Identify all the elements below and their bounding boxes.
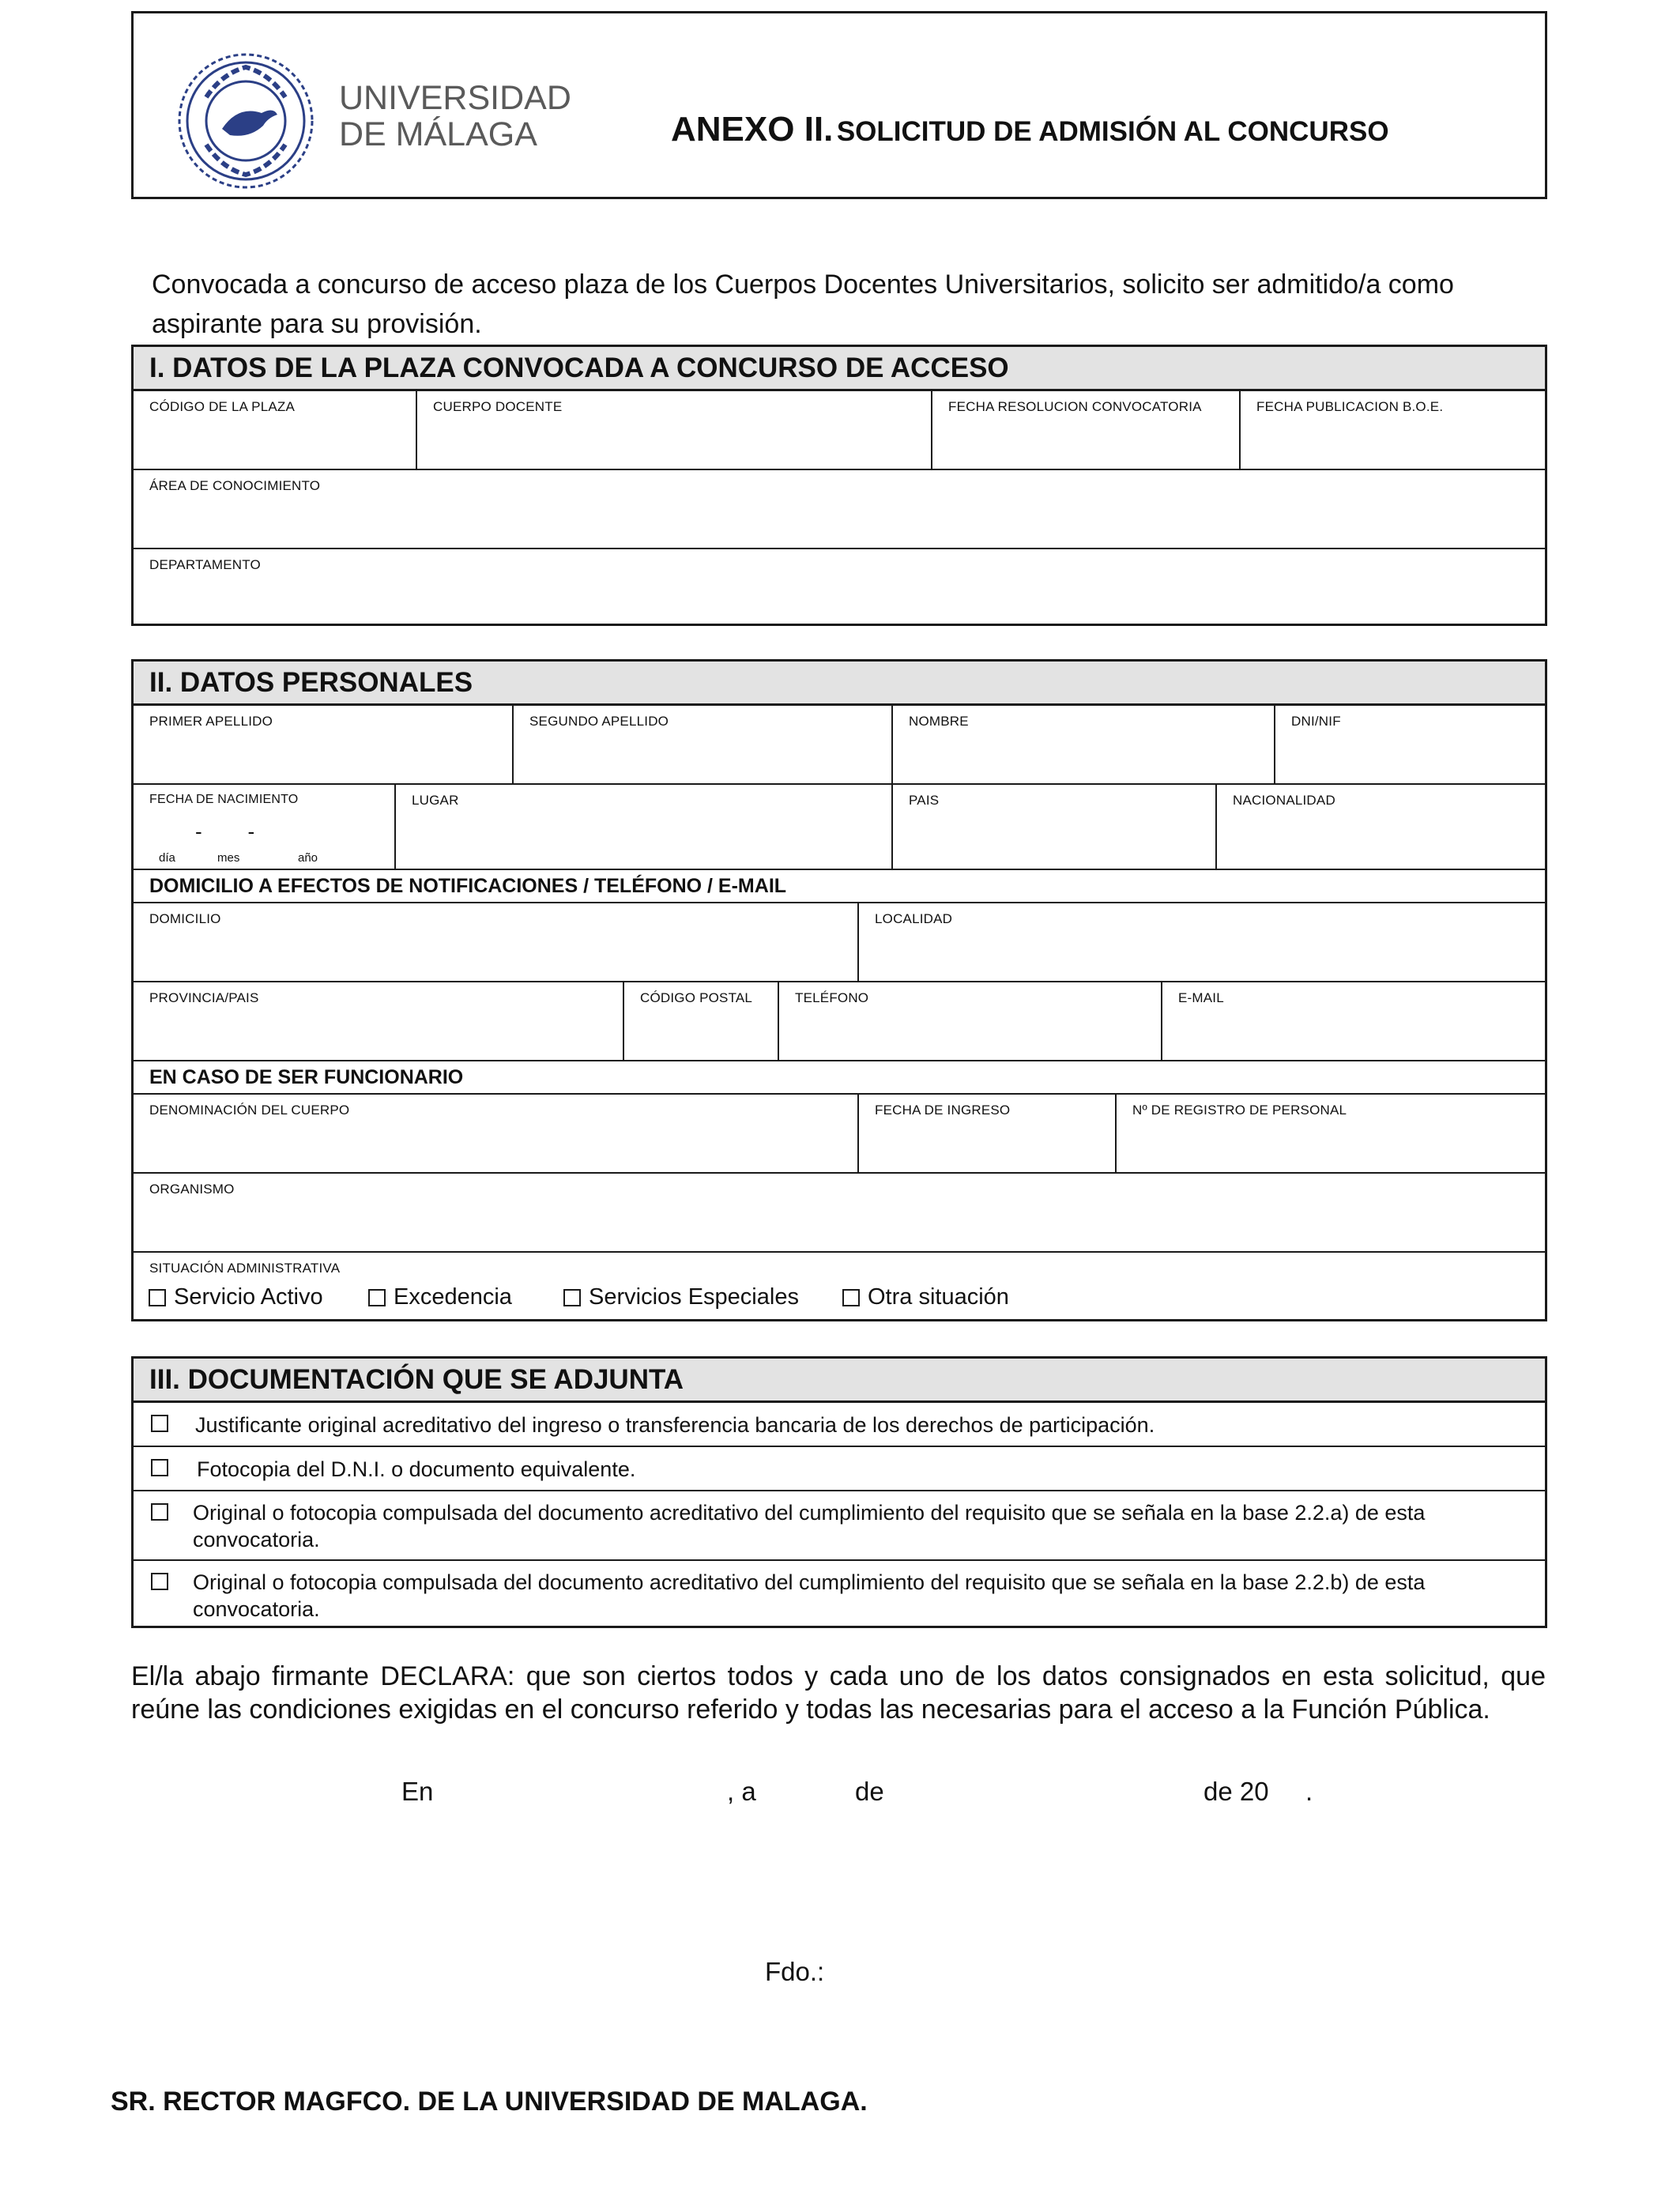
doc-item-justificante[interactable] xyxy=(134,1403,1545,1447)
field-label: DNI/NIF xyxy=(1291,714,1341,729)
section-personales xyxy=(131,659,1547,1321)
field-label: LOCALIDAD xyxy=(875,911,953,926)
field-nombre[interactable] xyxy=(893,706,1275,785)
doc-item-requisito-b[interactable] xyxy=(134,1561,1545,1626)
field-label: Nº DE REGISTRO DE PERSONAL xyxy=(1132,1103,1347,1118)
field-codigo-postal[interactable] xyxy=(624,982,779,1061)
intro-text: Convocada a concurso de acceso plaza de los Cuerpos Docentes Universitarios, solicito ser admitido/a como aspirante para su provisión. xyxy=(152,270,1454,339)
field-label: LUGAR xyxy=(412,793,459,808)
field-primer-apellido[interactable] xyxy=(134,706,514,785)
field-dni[interactable] xyxy=(1275,706,1545,785)
university-line2: DE MÁLAGA xyxy=(339,115,537,153)
field-pais[interactable] xyxy=(893,785,1217,870)
checkbox[interactable] xyxy=(151,1573,168,1590)
field-fecha-nacimiento[interactable] xyxy=(134,785,396,870)
section-plaza-title: I. DATOS DE LA PLAZA CONVOCADA A CONCURSO DE ACCESO xyxy=(134,347,1545,391)
field-label: SEGUNDO APELLIDO xyxy=(529,714,669,729)
field-label: CÓDIGO DE LA PLAZA xyxy=(149,399,296,414)
field-label: DENOMINACIÓN DEL CUERPO xyxy=(149,1103,350,1118)
field-label: DOMICILIO xyxy=(149,911,221,926)
field-label: TELÉFONO xyxy=(795,990,869,1005)
checkbox[interactable] xyxy=(149,1289,166,1306)
place-en: En xyxy=(401,1777,434,1806)
header-box xyxy=(131,11,1547,199)
field-departamento[interactable] xyxy=(134,549,1545,624)
field-telefono[interactable] xyxy=(779,982,1162,1061)
checkbox[interactable] xyxy=(151,1415,168,1432)
place-de20: de 20 xyxy=(1203,1777,1269,1806)
field-label: NOMBRE xyxy=(909,714,969,729)
label-anio: año xyxy=(298,851,318,865)
place-de: de xyxy=(855,1777,884,1806)
field-label: FECHA RESOLUCION CONVOCATORIA xyxy=(948,399,1202,414)
option-label: Otra situación xyxy=(868,1284,1009,1310)
option-label: Servicio Activo xyxy=(174,1284,323,1310)
place-a: , a xyxy=(727,1777,756,1806)
signature-label: Fdo.: xyxy=(765,1957,825,1986)
university-name xyxy=(339,80,571,153)
declaration-text: El/la abajo firmante DECLARA: que son ciertos todos y cada uno de los datos consignados en esta solicitud, que reúne las condiciones exigidas en el concurso referido y todas las necesarias para el acceso a la Función Pública. xyxy=(131,1661,1546,1725)
university-line1: UNIVERSIDAD xyxy=(339,79,571,117)
checkbox[interactable] xyxy=(151,1503,168,1521)
field-label: FECHA PUBLICACION B.O.E. xyxy=(1256,399,1444,414)
label-dia: día xyxy=(159,851,175,865)
field-organismo[interactable] xyxy=(134,1174,1545,1253)
option-servicio-activo[interactable] xyxy=(149,1284,323,1310)
field-label: NACIONALIDAD xyxy=(1233,793,1335,808)
field-label: ORGANISMO xyxy=(149,1182,235,1197)
university-seal-icon xyxy=(175,50,317,192)
field-localidad[interactable] xyxy=(859,903,1545,982)
field-fecha-resolucion[interactable] xyxy=(932,391,1241,470)
field-label: PRIMER APELLIDO xyxy=(149,714,273,729)
field-label: ÁREA DE CONOCIMIENTO xyxy=(149,478,321,493)
doc-item-text: Fotocopia del D.N.I. o documento equivalente. xyxy=(197,1457,636,1481)
field-label: SITUACIÓN ADMINISTRATIVA xyxy=(149,1261,341,1276)
field-fecha-ingreso[interactable] xyxy=(859,1095,1117,1174)
section-documentacion xyxy=(131,1356,1547,1628)
domicilio-header: DOMICILIO A EFECTOS DE NOTIFICACIONES / TELÉFONO / E-MAIL xyxy=(134,870,1545,903)
option-label: Servicios Especiales xyxy=(589,1284,799,1310)
date-separators: - - xyxy=(195,820,255,843)
field-label: PROVINCIA/PAIS xyxy=(149,990,259,1005)
field-email[interactable] xyxy=(1162,982,1545,1061)
doc-item-text: Original o fotocopia compulsada del documento acreditativo del cumplimiento del requisito que se señala en la base 2.2.a) de esta convocatoria. xyxy=(193,1501,1426,1551)
title-main: ANEXO II. xyxy=(671,110,834,149)
checkbox[interactable] xyxy=(842,1289,860,1306)
option-servicios-especiales[interactable] xyxy=(563,1284,799,1310)
option-excedencia[interactable] xyxy=(368,1284,512,1310)
field-label: FECHA DE NACIMIENTO xyxy=(149,793,299,806)
option-otra-situacion[interactable] xyxy=(842,1284,1009,1310)
field-denominacion[interactable] xyxy=(134,1095,859,1174)
field-situacion xyxy=(134,1253,1545,1319)
field-domicilio[interactable] xyxy=(134,903,859,982)
option-label: Excedencia xyxy=(394,1284,512,1310)
section-plaza xyxy=(131,345,1547,626)
doc-item-requisito-a[interactable] xyxy=(134,1491,1545,1561)
field-registro-personal[interactable] xyxy=(1117,1095,1545,1174)
title-sub: SOLICITUD DE ADMISIÓN AL CONCURSO xyxy=(836,116,1389,147)
field-lugar[interactable] xyxy=(396,785,893,870)
checkbox[interactable] xyxy=(368,1289,386,1306)
doc-item-dni[interactable] xyxy=(134,1447,1545,1491)
page-title xyxy=(671,110,1389,149)
place-dot: . xyxy=(1305,1777,1313,1806)
funcionario-header: EN CASO DE SER FUNCIONARIO xyxy=(134,1061,1545,1095)
checkbox[interactable] xyxy=(151,1459,168,1476)
field-provincia[interactable] xyxy=(134,982,624,1061)
field-nacionalidad[interactable] xyxy=(1217,785,1545,870)
section-documentacion-title: III. DOCUMENTACIÓN QUE SE ADJUNTA xyxy=(134,1359,1545,1403)
checkbox[interactable] xyxy=(563,1289,581,1306)
field-fecha-boe[interactable] xyxy=(1241,391,1545,470)
doc-item-text: Original o fotocopia compulsada del documento acreditativo del cumplimiento del requisito que se señala en la base 2.2.b) de esta convocatoria. xyxy=(193,1570,1426,1621)
footer-addressee: SR. RECTOR MAGFCO. DE LA UNIVERSIDAD DE MALAGA. xyxy=(111,2087,868,2117)
field-label: CÓDIGO POSTAL xyxy=(640,990,753,1005)
doc-item-text: Justificante original acreditativo del ingreso o transferencia bancaria de los derechos de participación. xyxy=(195,1413,1155,1437)
field-area[interactable] xyxy=(134,470,1545,549)
field-codigo-plaza[interactable] xyxy=(134,391,417,470)
field-label: CUERPO DOCENTE xyxy=(433,399,563,414)
field-cuerpo-docente[interactable] xyxy=(417,391,932,470)
field-label: DEPARTAMENTO xyxy=(149,557,261,572)
field-label: FECHA DE INGRESO xyxy=(875,1103,1011,1118)
field-label: E-MAIL xyxy=(1178,990,1224,1005)
label-mes: mes xyxy=(217,851,240,865)
section-personales-title: II. DATOS PERSONALES xyxy=(134,662,1545,706)
field-label: PAIS xyxy=(909,793,940,808)
field-segundo-apellido[interactable] xyxy=(514,706,893,785)
